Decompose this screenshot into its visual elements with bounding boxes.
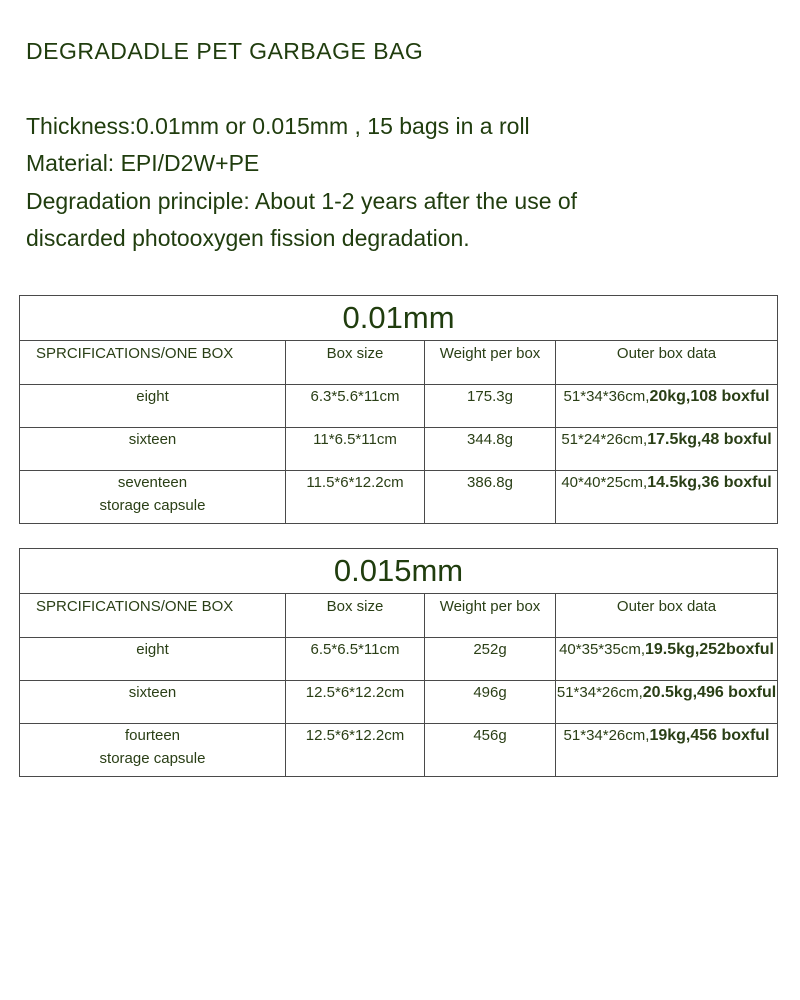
header-outer-box: Outer box data — [556, 341, 778, 385]
outer-dims: 51*24*26cm, — [561, 431, 648, 448]
outer-weight-count: 14.5kg,36 boxful — [647, 474, 772, 491]
cell-spec: eight — [20, 638, 286, 681]
cell-outer-box — [556, 428, 778, 471]
cell-outer-box — [556, 638, 778, 681]
cell-box-size: 6.5*6.5*11cm — [286, 638, 425, 681]
table-header-row — [20, 594, 778, 638]
outer-dims: 40*40*25cm, — [561, 474, 648, 491]
table-row — [20, 724, 778, 777]
spec-main: seventeen — [117, 474, 188, 491]
outer-dims: 51*34*26cm, — [556, 684, 643, 701]
cell-spec: sixteen — [20, 428, 286, 471]
outer-weight-count: 19kg,456 boxful — [649, 727, 770, 744]
table-thickness-title: 0.015mm — [20, 549, 778, 594]
principle-line-1: Degradation principle: About 1-2 years after the use of — [26, 188, 578, 214]
cell-weight: 175.3g — [425, 385, 556, 428]
cell-outer-box — [556, 681, 778, 724]
cell-weight: 456g — [425, 724, 556, 777]
thickness-line: Thickness:0.01mm or 0.015mm , 15 bags in a roll — [26, 113, 530, 139]
cell-spec — [20, 724, 286, 777]
cell-outer-box — [556, 471, 778, 524]
header-outer-box: Outer box data — [556, 594, 778, 638]
spec-sub: storage capsule — [99, 750, 206, 767]
header-spec: SPRCIFICATIONS/ONE BOX — [20, 594, 286, 638]
cell-box-size: 6.3*5.6*11cm — [286, 385, 425, 428]
material-line: Material: EPI/D2W+PE — [26, 150, 260, 176]
cell-box-size: 11.5*6*12.2cm — [286, 471, 425, 524]
cell-weight: 386.8g — [425, 471, 556, 524]
spec-table-001 — [19, 295, 778, 524]
cell-weight: 252g — [425, 638, 556, 681]
cell-weight: 496g — [425, 681, 556, 724]
spec-main: fourteen — [124, 727, 181, 744]
table-row — [20, 385, 778, 428]
outer-dims: 51*34*36cm, — [563, 388, 650, 405]
cell-box-size: 11*6.5*11cm — [286, 428, 425, 471]
outer-dims: 51*34*26cm, — [563, 727, 650, 744]
cell-outer-box — [556, 385, 778, 428]
header-weight: Weight per box — [425, 594, 556, 638]
cell-box-size: 12.5*6*12.2cm — [286, 681, 425, 724]
outer-weight-count: 19.5kg,252boxful — [645, 641, 774, 658]
table-row — [20, 471, 778, 524]
cell-spec: eight — [20, 385, 286, 428]
outer-dims: 40*35*35cm, — [559, 641, 645, 658]
table-header-row — [20, 341, 778, 385]
spec-sub: storage capsule — [99, 497, 206, 514]
outer-weight-count: 20.5kg,496 boxful — [642, 684, 777, 701]
header-weight: Weight per box — [425, 341, 556, 385]
cell-weight: 344.8g — [425, 428, 556, 471]
table-thickness-title: 0.01mm — [20, 296, 778, 341]
page-title: DEGRADADLE PET GARBAGE BAG — [26, 38, 424, 64]
outer-weight-count: 20kg,108 boxful — [649, 388, 770, 405]
header-spec: SPRCIFICATIONS/ONE BOX — [20, 341, 286, 385]
table-row — [20, 428, 778, 471]
cell-spec — [20, 471, 286, 524]
header-box-size: Box size — [286, 341, 425, 385]
table-row — [20, 681, 778, 724]
header-box-size: Box size — [286, 594, 425, 638]
spec-table-0015 — [19, 548, 778, 777]
cell-box-size: 12.5*6*12.2cm — [286, 724, 425, 777]
outer-weight-count: 17.5kg,48 boxful — [647, 431, 772, 448]
cell-spec: sixteen — [20, 681, 286, 724]
table-row — [20, 638, 778, 681]
cell-outer-box — [556, 724, 778, 777]
principle-line-2: discarded photooxygen fission degradation. — [26, 225, 470, 251]
